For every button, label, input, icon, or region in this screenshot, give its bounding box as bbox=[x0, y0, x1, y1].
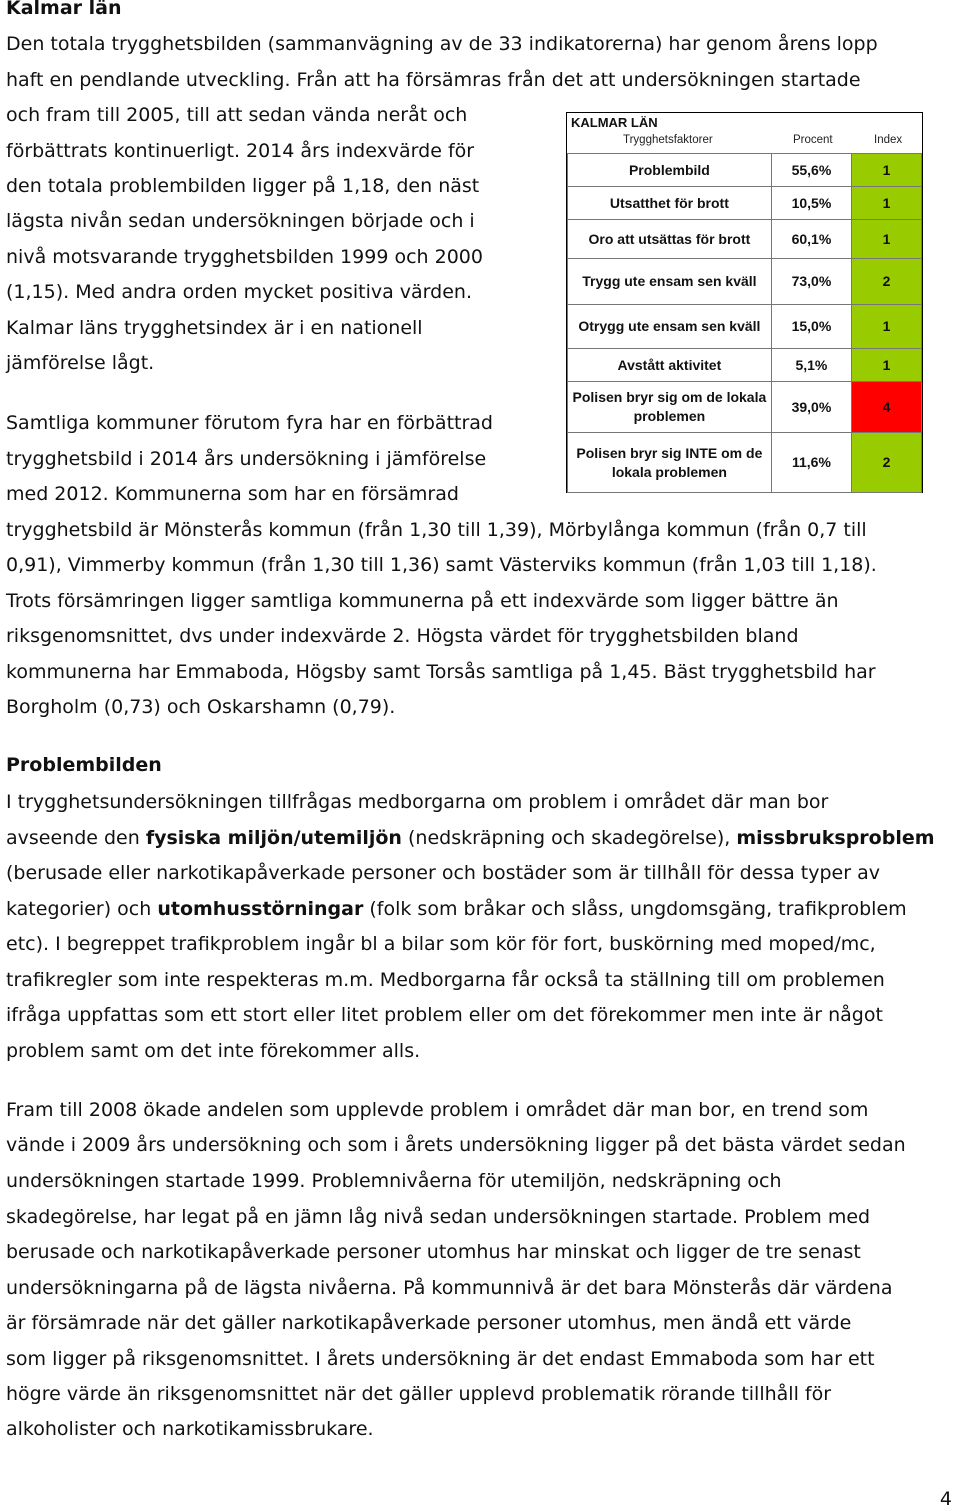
factor-cell: Oro att utsättas för brott bbox=[568, 220, 772, 259]
column-header-factors: Trygghetsfaktorer bbox=[623, 134, 713, 146]
text-line: berusade och narkotikapåverkade personer utomhus har minskat och ligger de tre senast bbox=[6, 1241, 861, 1263]
text-line: I trygghetsundersökningen tillfrågas medborgarna om problem i området där man bor bbox=[6, 791, 829, 813]
column-header-index: Index bbox=[874, 134, 903, 146]
text-line: Samtliga kommuner förutom fyra har en förbättrad bbox=[6, 412, 493, 434]
text-line bbox=[6, 827, 935, 849]
text-line bbox=[6, 898, 907, 920]
percent-cell: 60,1% bbox=[771, 220, 851, 259]
text-span: (nedskräpning och skadegörelse), bbox=[401, 827, 737, 849]
page-number: 4 bbox=[939, 1488, 952, 1510]
table-row bbox=[568, 382, 922, 433]
table-row bbox=[568, 259, 922, 305]
text-span: kategorier) och bbox=[6, 898, 158, 920]
text-line: undersökningarna på de lägsta nivåerna. På kommunnivå är det bara Mönsterås där värdena bbox=[6, 1277, 893, 1299]
bold-term: missbruksproblem bbox=[736, 827, 935, 849]
text-line: förbättrats kontinuerligt. 2014 års indexvärde för bbox=[6, 140, 475, 162]
index-cell: 1 bbox=[852, 187, 922, 220]
text-line: undersökningen startade 1999. Problemnivåerna för utemiljön, nedskräpning och bbox=[6, 1170, 782, 1192]
text-line: lägsta nivån sedan undersökningen började och i bbox=[6, 210, 475, 232]
text-line: ifråga uppfattas som ett stort eller litet problem eller om det förekommer men inte är något bbox=[6, 1004, 883, 1026]
table-row bbox=[568, 187, 922, 220]
text-line: problem samt om det inte förekommer alls. bbox=[6, 1040, 421, 1062]
table-row bbox=[568, 305, 922, 349]
percent-cell: 15,0% bbox=[771, 305, 851, 349]
text-line: 0,91), Vimmerby kommun (från 1,30 till 1,36) samt Västerviks kommun (från 1,03 till 1,18). bbox=[6, 554, 877, 576]
text-line: trafikregler som inte respekteras m.m. Medborgarna får också ta ställning till om problemen bbox=[6, 969, 885, 991]
percent-cell: 5,1% bbox=[771, 349, 851, 382]
factor-cell: Polisen bryr sig om de lokala problemen bbox=[568, 382, 772, 433]
index-cell: 1 bbox=[852, 305, 922, 349]
table-row bbox=[568, 349, 922, 382]
factor-cell: Trygg ute ensam sen kväll bbox=[568, 259, 772, 305]
bold-term: fysiska miljön/utemiljön bbox=[145, 827, 402, 849]
factor-cell: Problembild bbox=[568, 154, 772, 187]
text-line: Trots försämringen ligger samtliga kommunerna på ett indexvärde som ligger bättre än bbox=[6, 590, 839, 612]
safety-factors-grid bbox=[567, 153, 922, 493]
text-line: är försämrade när det gäller narkotikapåverkade personer utomhus, men ändå ett värde bbox=[6, 1312, 852, 1334]
text-line: med 2012. Kommunerna som har en försämrad bbox=[6, 483, 459, 505]
text-line: haft en pendlande utveckling. Från att ha försämras från det att undersökningen startade bbox=[6, 69, 861, 91]
text-line: Borgholm (0,73) och Oskarshamn (0,79). bbox=[6, 696, 396, 718]
index-cell: 1 bbox=[852, 154, 922, 187]
column-header-percent: Procent bbox=[793, 134, 833, 146]
percent-cell: 39,0% bbox=[771, 382, 851, 433]
text-line: skadegörelse, har legat på en jämn låg nivå sedan undersökningen startade. Problem med bbox=[6, 1206, 871, 1228]
text-line: alkoholister och narkotikamissbrukare. bbox=[6, 1418, 374, 1440]
text-line: Kalmar läns trygghetsindex är i en nationell bbox=[6, 317, 423, 339]
text-line: (berusade eller narkotikapåverkade personer och bostäder som är tillhåll för dessa typer av bbox=[6, 862, 880, 884]
kalmar-safety-table bbox=[566, 112, 923, 493]
index-cell: 1 bbox=[852, 349, 922, 382]
text-line: riksgenomsnittet, dvs under indexvärde 2. Högsta värdet för trygghetsbilden bland bbox=[6, 625, 799, 647]
text-line: Fram till 2008 ökade andelen som upplevde problem i området där man bor, en trend som bbox=[6, 1099, 869, 1121]
index-cell: 1 bbox=[852, 220, 922, 259]
percent-cell: 73,0% bbox=[771, 259, 851, 305]
bold-term: utomhusstörningar bbox=[157, 898, 364, 920]
percent-cell: 10,5% bbox=[771, 187, 851, 220]
factor-cell: Polisen bryr sig INTE om de lokala problemen bbox=[568, 433, 772, 493]
text-line: etc). I begreppet trafikproblem ingår bl a bilar som kör för fort, buskörning med moped/mc, bbox=[6, 933, 876, 955]
text-span: avseende den bbox=[6, 827, 146, 849]
text-line: nivå motsvarande trygghetsbilden 1999 och 2000 bbox=[6, 246, 483, 268]
percent-cell: 55,6% bbox=[771, 154, 851, 187]
index-cell: 2 bbox=[852, 433, 922, 493]
text-line: den totala problembilden ligger på 1,18, den näst bbox=[6, 175, 480, 197]
text-span: (folk som bråkar och slåss, ungdomsgäng, trafikproblem bbox=[363, 898, 907, 920]
text-line: (1,15). Med andra orden mycket positiva värden. bbox=[6, 281, 472, 303]
text-line: högre värde än riksgenomsnittet när det gäller upplevd problematik rörande tillhåll för bbox=[6, 1383, 832, 1405]
section-heading-problembilden: Problembilden bbox=[6, 754, 162, 776]
factor-cell: Otrygg ute ensam sen kväll bbox=[568, 305, 772, 349]
percent-cell: 11,6% bbox=[771, 433, 851, 493]
factor-cell: Avstått aktivitet bbox=[568, 349, 772, 382]
index-cell: 2 bbox=[852, 259, 922, 305]
text-line: kommunerna har Emmaboda, Högsby samt Torsås samtliga på 1,45. Bäst trygghetsbild har bbox=[6, 661, 876, 683]
index-cell: 4 bbox=[852, 382, 922, 433]
text-line: trygghetsbild är Mönsterås kommun (från 1,30 till 1,39), Mörbylånga kommun (från 0,7 till bbox=[6, 519, 867, 541]
section-heading-kalmar: Kalmar län bbox=[6, 0, 122, 19]
text-line: Den totala trygghetsbilden (sammanvägning av de 33 indikatorerna) har genom årens lopp bbox=[6, 33, 878, 55]
table-title: KALMAR LÄN bbox=[571, 115, 658, 130]
text-line: jämförelse lågt. bbox=[6, 352, 155, 374]
text-line: trygghetsbild i 2014 års undersökning i jämförelse bbox=[6, 448, 487, 470]
text-line: som ligger på riksgenomsnittet. I årets undersökning är det endast Emmaboda som har ett bbox=[6, 1348, 875, 1370]
table-row bbox=[568, 220, 922, 259]
table-row bbox=[568, 433, 922, 493]
text-line: och fram till 2005, till att sedan vända neråt och bbox=[6, 104, 468, 126]
table-row bbox=[568, 154, 922, 187]
factor-cell: Utsatthet för brott bbox=[568, 187, 772, 220]
text-line: vände i 2009 års undersökning och som i årets undersökning ligger på det bästa värdet sedan bbox=[6, 1134, 906, 1156]
